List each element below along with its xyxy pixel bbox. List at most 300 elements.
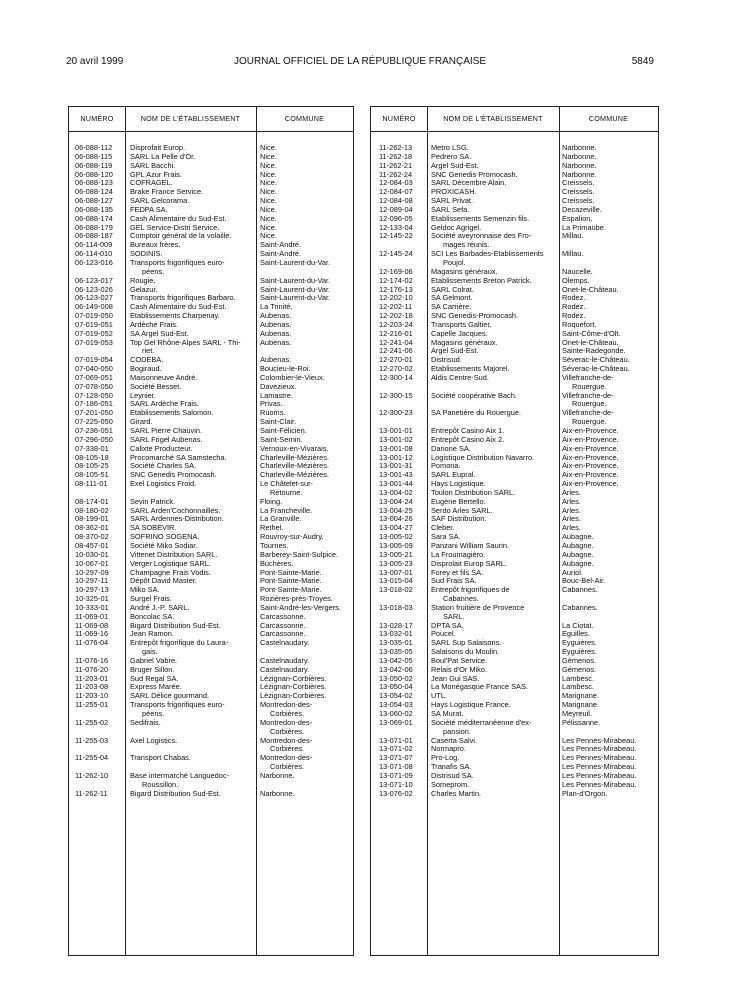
- table-row: [371, 286, 658, 295]
- etablissement-line: Top Gel Rhône-Alpes SARL - Thi-: [130, 337, 241, 347]
- etablissement-line: SARL Délice gourmand.: [130, 691, 210, 701]
- etablissement-line: SARL Eupral.: [431, 470, 476, 480]
- row-numero: 12-202-10: [379, 293, 413, 303]
- etablissement-line: Cabannes.: [443, 594, 479, 604]
- row-numero: 10-297-11: [75, 576, 109, 586]
- row-numero: 07-186-051: [75, 399, 113, 409]
- row-numero: 13-060-02: [379, 709, 413, 718]
- row-numero: 13-069-01: [379, 717, 413, 727]
- etablissement-line: Leynier.: [130, 390, 156, 400]
- commune-line: Séverac-le-Château.: [562, 355, 630, 365]
- commune-line: Saint-André-les-Vergers.: [260, 602, 341, 612]
- row-commune: [256, 259, 353, 277]
- commune-line: Pont-Sainte-Marie.: [260, 576, 322, 586]
- row-numero: 13-005-21: [379, 549, 413, 559]
- row-numero: 12-176-13: [379, 284, 413, 294]
- etablissement-line: SNC Genedis Promocash.: [431, 169, 518, 179]
- etablissement-line: Bruger Sillon.: [130, 664, 175, 674]
- commune-line: La Primaube.: [562, 222, 606, 232]
- row-numero: 08-111-01: [75, 479, 108, 489]
- etablissement-line: Bogiraud.: [130, 364, 162, 374]
- table-row: [69, 737, 353, 755]
- commune-line: Corbières.: [270, 744, 305, 754]
- commune-line: Saint-Laurent-du-Var.: [260, 284, 331, 294]
- row-numero: 11-262-21: [379, 160, 413, 170]
- row-numero: 06-088-187: [75, 231, 113, 241]
- etablissement-line: Distrisud.: [431, 355, 462, 365]
- page-number: 5849: [631, 56, 654, 67]
- commune-line: Nice.: [260, 178, 277, 188]
- row-numero: 06-088-119: [75, 160, 113, 170]
- etablissement-line: Serdo Arles SARL.: [431, 505, 493, 515]
- table-row: [371, 533, 658, 542]
- row-numero: 11-069-01: [75, 611, 109, 621]
- etablissement-line: Ardèche Frais.: [130, 319, 179, 329]
- row-numero: 06-088-115: [75, 151, 113, 161]
- table-row: [69, 622, 353, 631]
- table-row: [371, 374, 658, 392]
- row-numero: 06-088-127: [75, 196, 113, 206]
- etablissement-line: Poucel.: [431, 629, 456, 639]
- commune-line: Arles.: [562, 514, 581, 524]
- row-commune: [559, 374, 658, 392]
- commune-line: Saint-Félicien.: [260, 426, 307, 435]
- etablissement-line: Vittenet Distribution SARL.: [130, 549, 218, 559]
- row-numero: 12-174-02: [379, 275, 413, 285]
- etablissement-line: SODINIS.: [130, 249, 163, 259]
- table-row: [371, 392, 658, 410]
- commune-line: Aubenas.: [260, 319, 292, 329]
- table-row: [371, 409, 658, 427]
- commune-line: Nice.: [260, 151, 277, 161]
- commune-line: Pélissanne.: [562, 717, 601, 727]
- commune-line: Aix-en-Provence.: [562, 470, 619, 480]
- etablissement-line: Distrisud SA.: [431, 770, 474, 780]
- table-row: [69, 339, 353, 357]
- table-row: [371, 577, 658, 586]
- etablissement-line: Axel Logistics.: [130, 735, 178, 745]
- commune-line: Narbonne.: [562, 151, 597, 161]
- etablissement-line: Salaisons du Moulin.: [431, 647, 500, 657]
- etablissement-line: Société coopérative Bach.: [431, 390, 517, 400]
- row-numero: 08-105-51: [75, 470, 109, 480]
- row-numero: 12-241-04: [379, 337, 413, 347]
- etablissement-line: SA Argel Sud-Est.: [130, 328, 189, 338]
- etablissement-line: Pomona.: [431, 461, 461, 471]
- row-numero: 13-001-43: [379, 470, 413, 480]
- commune-line: Saint-Sernin.: [260, 434, 303, 444]
- commune-line: Nice.: [260, 169, 277, 179]
- commune-line: Sainte-Radegonde.: [562, 346, 626, 356]
- column-header-numero: NUMÉRO: [80, 114, 114, 123]
- commune-line: Plan-d'Orgon.: [562, 788, 608, 798]
- row-numero: 12-202-18: [379, 311, 413, 321]
- row-etablissement: [427, 719, 559, 737]
- etablissement-line: Pro-Log.: [431, 753, 460, 763]
- commune-line: Boucieu-le-Roi.: [260, 364, 311, 374]
- commune-line: Aix-en-Provence.: [562, 452, 619, 462]
- row-numero: 07-338-01: [75, 443, 109, 453]
- row-numero: 06-088-120: [75, 169, 113, 179]
- commune-line: Rethel.: [260, 523, 284, 533]
- etablissement-line: Champagne Frais Vodis.: [130, 567, 211, 577]
- table-row: [371, 648, 658, 657]
- etablissement-line: SOFRINO SOGENA.: [130, 532, 200, 542]
- row-commune: [559, 409, 658, 427]
- table-row: [69, 259, 353, 277]
- etablissement-line: Transports frigorifiques euro-: [130, 257, 225, 267]
- table-row: [371, 171, 658, 180]
- etablissement-line: Sud Frais SA.: [431, 576, 477, 586]
- row-numero: 06-088-179: [75, 222, 113, 232]
- table-row: [371, 639, 658, 648]
- row-numero: 13-050-04: [379, 682, 413, 692]
- etablissement-line: GEL Service-Distri Service.: [130, 222, 220, 232]
- row-numero: 12-202-11: [379, 302, 413, 312]
- table-row: [371, 507, 658, 516]
- etablissement-line: Transports Galtier.: [431, 319, 492, 329]
- etablissement-line: CODEBA.: [130, 355, 164, 365]
- commune-line: Montredon-des-: [260, 753, 313, 763]
- etablissement-line: Bigard Distribution Sud-Est.: [130, 620, 221, 630]
- commune-line: La Ciotat.: [562, 620, 594, 630]
- commune-line: Les Pennes-Mirabeau.: [562, 744, 637, 754]
- etablissement-line: Hays Logistique France.: [431, 700, 511, 710]
- commune-line: Aubagne.: [562, 532, 594, 542]
- commune-line: Saint-André.: [260, 240, 302, 250]
- table-row: [371, 683, 658, 692]
- etablissement-line: Poujol.: [443, 257, 466, 267]
- etablissement-line: La Monégasque France SAS.: [431, 682, 528, 692]
- column-header-numero: NUMÉRO: [382, 114, 416, 123]
- etablissement-line: Sara SA.: [431, 532, 461, 542]
- commune-line: Saint-Laurent-du-Var.: [260, 275, 331, 285]
- row-numero: 11-255-03: [75, 735, 109, 745]
- etablissement-line: SA Gelmont.: [431, 293, 473, 303]
- table-row: [371, 498, 658, 507]
- commune-line: Aubagne.: [562, 540, 594, 550]
- commune-line: Lambesc.: [562, 673, 595, 683]
- etablissement-line: Argel Sud-Est.: [431, 346, 479, 356]
- row-numero: 13-071-08: [379, 762, 413, 772]
- commune-line: Arles.: [562, 505, 581, 515]
- commune-line: Nice.: [260, 143, 277, 152]
- row-commune: [256, 754, 353, 772]
- row-commune: [559, 719, 658, 737]
- commune-line: Marignane.: [562, 700, 599, 710]
- table-row: [69, 754, 353, 772]
- row-numero: 11-262-24: [379, 169, 413, 179]
- table-row: [69, 604, 353, 613]
- etablissement-line: COFRAGEL.: [130, 178, 173, 188]
- commune-line: Les Pennes-Mirabeau.: [562, 753, 637, 763]
- table-row: [69, 515, 353, 524]
- row-numero: 07-201-050: [75, 408, 113, 418]
- row-commune: [559, 586, 658, 604]
- row-numero: 12-084-08: [379, 196, 413, 206]
- commune-line: Davezieux.: [260, 381, 297, 391]
- row-numero: 13-005-09: [379, 540, 413, 550]
- etablissement-line: Gabriel Vabre.: [130, 655, 178, 665]
- commune-line: Aix-en-Provence.: [562, 434, 619, 444]
- row-numero: 06-088-174: [75, 213, 113, 223]
- commune-line: Bouc-Bel-Air.: [562, 576, 606, 586]
- etablissement-line: Etablissements Salomon.: [130, 408, 214, 418]
- commune-line: Narbonne.: [260, 770, 295, 780]
- etablissement-line: SA SOBEVIR.: [130, 523, 177, 533]
- commune-line: Corbières.: [270, 726, 305, 736]
- row-numero: 13-007-01: [379, 567, 413, 577]
- etablissement-line: Maisonneuve André.: [130, 372, 198, 382]
- row-numero: 12-096-05: [379, 213, 413, 223]
- table-row: [371, 586, 658, 604]
- etablissement-line: mages réunis.: [443, 240, 490, 250]
- commune-line: Gémenos.: [562, 655, 597, 665]
- etablissement-line: Geldoc Agrigel.: [431, 222, 482, 232]
- commune-line: Charleville-Mézières.: [260, 452, 329, 462]
- commune-line: La Granville.: [260, 514, 302, 524]
- row-etablissement: [125, 701, 256, 719]
- table-row: [371, 781, 658, 790]
- etablissement-line: Bureaux frères.: [130, 240, 181, 250]
- etablissement-line: Cash Alimentaire du Sud-Est.: [130, 302, 227, 312]
- row-numero: 12-145-24: [379, 249, 413, 259]
- commune-line: Nice.: [260, 222, 277, 232]
- row-numero: 10-297-09: [75, 567, 109, 577]
- commune-line: Narbonne.: [562, 143, 597, 152]
- row-etablissement: [427, 232, 559, 250]
- row-numero: 13-071-01: [379, 735, 413, 745]
- commune-line: Les Pennes-Mirabeau.: [562, 735, 637, 745]
- row-numero: 07-040-050: [75, 364, 113, 374]
- row-numero: 11-069-16: [75, 629, 109, 639]
- row-numero: 07-019-051: [75, 319, 113, 329]
- row-numero: 06-088-124: [75, 187, 113, 197]
- row-etablissement: [427, 790, 559, 799]
- row-numero: 13-042-06: [379, 664, 413, 674]
- row-numero: 13-042-05: [379, 655, 413, 665]
- commune-line: Aubenas.: [260, 355, 292, 365]
- commune-line: Rodez.: [562, 293, 586, 303]
- commune-line: Decazeville.: [562, 204, 602, 214]
- table-right: [370, 106, 659, 956]
- row-numero: 12-300-15: [379, 390, 413, 400]
- commune-line: Les Pennes-Mirabeau.: [562, 762, 637, 772]
- etablissement-line: Boncolac SA.: [130, 611, 175, 621]
- etablissement-line: Miko SA.: [130, 585, 160, 595]
- row-numero: 13-018-03: [379, 602, 413, 612]
- row-numero: 10-333-01: [75, 602, 109, 612]
- etablissement-line: Disprolait Europ SARL.: [431, 558, 507, 568]
- commune-line: Saint-Clair.: [260, 417, 297, 427]
- table-header: [371, 107, 658, 132]
- table-row: [69, 639, 353, 657]
- row-numero: 06-114-009: [75, 240, 113, 250]
- etablissement-line: Magasins généraux.: [431, 266, 498, 276]
- row-numero: 06-123-026: [75, 284, 113, 294]
- row-numero: 13-071-07: [379, 753, 413, 763]
- commune-line: Montredon-des-: [260, 700, 313, 710]
- etablissement-line: SARL Colrat.: [431, 284, 474, 294]
- etablissement-line: Rougie.: [130, 275, 156, 285]
- etablissement-line: Gelazur.: [130, 284, 158, 294]
- table-row: [371, 630, 658, 639]
- table-body: [69, 144, 353, 798]
- commune-line: Lézignan-Corbières.: [260, 691, 327, 701]
- commune-line: Eyguières.: [562, 638, 597, 648]
- etablissement-line: Sedifrais.: [130, 717, 161, 727]
- etablissement-line: SARL Pierre Chauvin.: [130, 426, 203, 435]
- etablissement-line: SA Carrière.: [431, 302, 472, 312]
- row-numero: 12-270-01: [379, 355, 413, 365]
- etablissement-line: Express Marée.: [130, 682, 182, 692]
- commune-line: Tournes.: [260, 540, 289, 550]
- commune-line: Retourne.: [270, 487, 303, 497]
- commune-line: Corbières.: [270, 762, 305, 772]
- commune-line: Onet-le-Château.: [562, 284, 619, 294]
- commune-line: Barberey-Saint-Sulpice.: [260, 549, 339, 559]
- commune-line: Lézignan-Corbières.: [260, 673, 327, 683]
- commune-line: Les Pennes-Mirabeau.: [562, 770, 637, 780]
- row-etablissement: [427, 409, 559, 427]
- etablissement-line: Transports frigorifiques euro-: [130, 700, 225, 710]
- commune-line: Arles.: [562, 496, 581, 506]
- commune-line: Nice.: [260, 160, 277, 170]
- row-numero: 12-300-14: [379, 372, 413, 382]
- etablissement-line: PROXICASH.: [431, 187, 477, 197]
- row-etablissement: [125, 480, 256, 498]
- etablissement-line: Sevin Patrick.: [130, 496, 176, 506]
- commune-line: Narbonne.: [260, 788, 295, 798]
- row-numero: 07-019-054: [75, 355, 113, 365]
- commune-line: Arles.: [562, 487, 581, 497]
- row-numero: 13-004-24: [379, 496, 413, 506]
- etablissement-line: riet.: [142, 346, 155, 356]
- column-header-commune: COMMUNE: [588, 114, 629, 123]
- etablissement-line: Base intermarché Languedoc-: [130, 770, 230, 780]
- etablissement-line: SARL Privat.: [431, 196, 474, 206]
- etablissement-line: Société Besset.: [130, 381, 182, 391]
- row-numero: 12-169-06: [379, 266, 413, 276]
- row-numero: 11-255-04: [75, 753, 109, 763]
- table-row: [371, 542, 658, 551]
- commune-line: Aubenas.: [260, 311, 292, 321]
- row-numero: 07-069-051: [75, 372, 113, 382]
- commune-line: Aix-en-Provence.: [562, 443, 619, 453]
- table-row: [371, 560, 658, 569]
- row-numero: 06-149-008: [75, 302, 113, 312]
- etablissement-line: péens.: [142, 709, 165, 718]
- etablissement-line: Entrepôt frigorifique du Laura-: [130, 638, 229, 648]
- etablissement-line: Argel Sud-Est.: [431, 160, 479, 170]
- etablissement-line: Girard.: [130, 417, 153, 427]
- row-numero: 12-133-04: [379, 222, 413, 232]
- row-numero: 13-050-02: [379, 673, 413, 683]
- etablissement-line: Pedrero SA.: [431, 151, 472, 161]
- row-numero: 07-019-050: [75, 311, 113, 321]
- table-row: [69, 480, 353, 498]
- etablissement-line: péens.: [142, 266, 165, 276]
- row-numero: 07-296-050: [75, 434, 113, 444]
- etablissement-line: SNC Genedis Promocash.: [130, 470, 217, 480]
- commune-line: Aubagne.: [562, 549, 594, 559]
- etablissement-line: Etablissements Semenzin fils.: [431, 213, 530, 223]
- etablissement-line: SARL Sefa.: [431, 204, 470, 214]
- commune-line: Narbonne.: [562, 169, 597, 179]
- etablissement-line: Cash Alimentaire du Sud-Est.: [130, 213, 227, 223]
- commune-line: Millau.: [562, 249, 584, 259]
- row-numero: 12-241-06: [379, 346, 413, 356]
- row-etablissement: [427, 392, 559, 410]
- issue-date: 20 avril 1999: [66, 56, 124, 67]
- row-commune: [256, 790, 353, 799]
- commune-line: Villefranche-de-: [562, 390, 614, 400]
- row-numero: 12-300-23: [379, 408, 413, 418]
- etablissement-line: Etablissements Breton Patrick.: [431, 275, 532, 285]
- commune-line: Castelnaudary.: [260, 638, 310, 648]
- row-numero: 13-004-02: [379, 487, 413, 497]
- page-header: [66, 56, 654, 70]
- row-numero: 11-069-08: [75, 620, 109, 630]
- commune-line: Carcassonne.: [260, 620, 306, 630]
- etablissement-line: Magasins généraux.: [431, 337, 498, 347]
- table-row: [371, 144, 658, 153]
- row-commune: [559, 250, 658, 268]
- table-row: [371, 197, 658, 206]
- commune-line: Marignane.: [562, 691, 599, 701]
- commune-line: Saint-André.: [260, 249, 302, 259]
- row-numero: 08-105-25: [75, 461, 109, 471]
- row-etablissement: [125, 339, 256, 357]
- table-row: [371, 657, 658, 666]
- commune-line: Rouergue.: [572, 381, 607, 391]
- commune-line: Aix-en-Provence.: [562, 426, 619, 435]
- row-numero: 13-071-02: [379, 744, 413, 754]
- row-etablissement: [125, 754, 256, 772]
- etablissement-line: Etablissements Charpenay.: [130, 311, 220, 321]
- commune-line: Vernoux-en-Vivarais.: [260, 443, 329, 453]
- etablissement-line: pansion.: [443, 726, 471, 736]
- row-commune: [256, 719, 353, 737]
- commune-line: Saint-Laurent-du-Var.: [260, 257, 331, 267]
- row-numero: 11-255-02: [75, 717, 109, 727]
- row-numero: 12-270-02: [379, 364, 413, 374]
- row-numero: 08-105-18: [75, 452, 109, 462]
- commune-line: Carcassonne.: [260, 611, 306, 621]
- row-numero: 12-089-04: [379, 204, 413, 214]
- etablissement-line: SARL Décembre Alain.: [431, 178, 507, 188]
- etablissement-line: Verger Logistique SARL.: [130, 558, 211, 568]
- row-numero: 07-128-050: [75, 390, 113, 400]
- row-commune: [559, 232, 658, 250]
- row-numero: 08-370-02: [75, 532, 109, 542]
- table-row: [371, 153, 658, 162]
- row-commune: [256, 737, 353, 755]
- etablissement-line: DPTA SA.: [431, 620, 464, 630]
- row-numero: 07-019-053: [75, 337, 113, 347]
- table-row: [371, 790, 658, 799]
- row-numero: 07-019-052: [75, 328, 113, 338]
- etablissement-line: André J.-P. SARL.: [130, 602, 190, 612]
- row-numero: 08-180-02: [75, 505, 109, 515]
- row-commune: [256, 639, 353, 657]
- etablissement-line: Tranafis SA.: [431, 762, 472, 772]
- row-numero: 13-001-44: [379, 479, 413, 489]
- table-row: [371, 666, 658, 675]
- commune-line: Le Châtelet-sur-: [260, 479, 313, 489]
- etablissement-line: Société Charles SA.: [130, 461, 197, 471]
- row-numero: 13-001-12: [379, 452, 413, 462]
